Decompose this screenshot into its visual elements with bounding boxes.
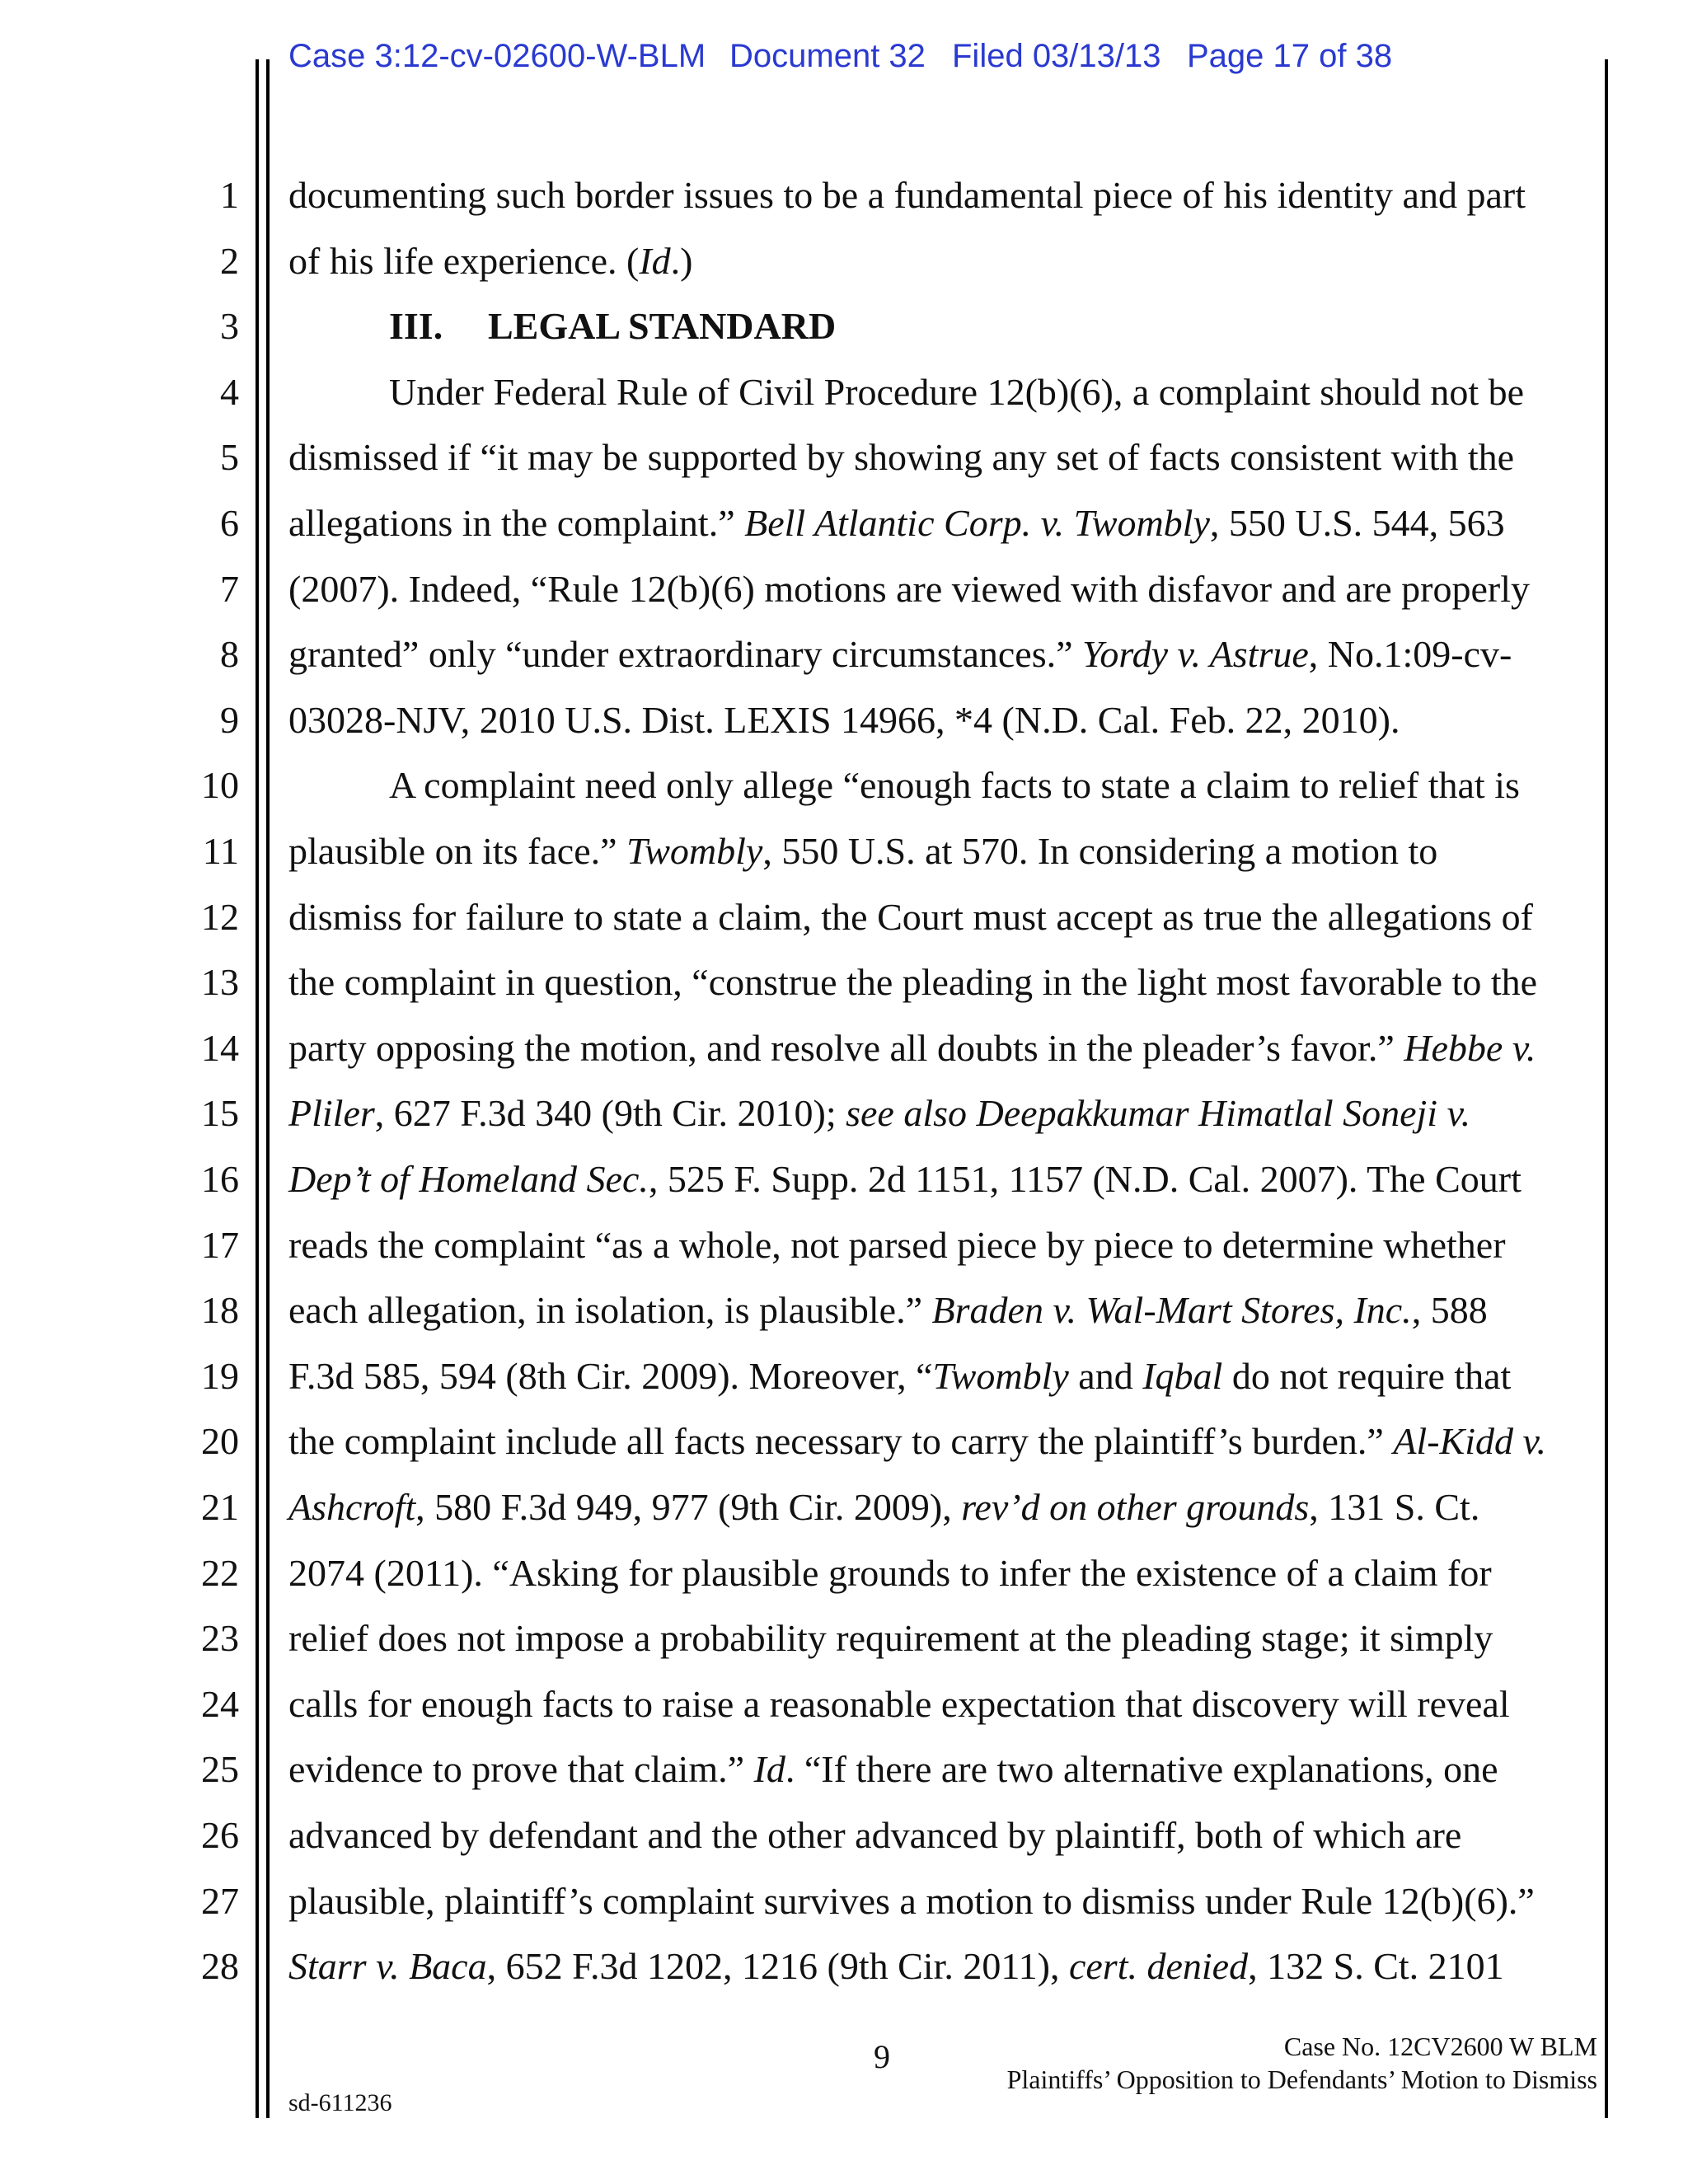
text-segment: party opposing the motion, and resolve all doubts in the pleader’s favor.” (288, 1026, 1404, 1069)
left-margin-rule-inner (266, 59, 270, 2118)
line-number: 9 (220, 698, 239, 741)
page-number: 9 (874, 2038, 890, 2075)
citation-text: Pliler (288, 1092, 375, 1135)
text-line (288, 1618, 1493, 1659)
line-number: 14 (201, 1026, 239, 1069)
text-line (288, 1356, 1511, 1397)
text-segment: dismissed if “it may be supported by showing any set of facts consistent with the (288, 436, 1515, 479)
header-page-count: Page 17 of 38 (1187, 38, 1393, 74)
line-number: 28 (201, 1945, 239, 1988)
text-line (288, 1946, 1504, 1987)
text-line (288, 1749, 1498, 1790)
text-line (288, 569, 1530, 610)
citation-text: Iqbal (1142, 1354, 1223, 1397)
line-number: 19 (201, 1354, 239, 1397)
text-segment: 2074 (2011). “Asking for plausible grounds to infer the existence of a claim for (288, 1551, 1492, 1594)
line-number: 20 (201, 1420, 239, 1463)
citation-text: see also Deepakkumar Himatlal Soneji v. (846, 1092, 1471, 1135)
text-line (288, 1553, 1492, 1594)
line-number: 24 (201, 1682, 239, 1725)
text-segment: LEGAL STANDARD (488, 305, 837, 348)
line-number: 12 (201, 895, 239, 938)
text-segment: evidence to prove that claim.” (288, 1748, 754, 1791)
text-segment: .) (670, 239, 693, 282)
text-line (288, 1684, 1510, 1725)
footer-document-title: Plaintiffs’ Opposition to Defendants’ Motion to Dismiss (1006, 2064, 1597, 2094)
line-number: 2 (220, 239, 239, 282)
line-number: 10 (201, 764, 239, 807)
text-segment: relief does not impose a probability requirement at the pleading stage; it simply (288, 1617, 1493, 1660)
text-segment: the complaint in question, “construe the pleading in the light most favorable to the (288, 961, 1538, 1004)
footer-case-number: Case No. 12CV2600 W BLM (1283, 2032, 1597, 2061)
text-line (389, 765, 1520, 806)
line-number: 15 (201, 1092, 239, 1135)
line-number: 6 (220, 502, 239, 544)
text-line (288, 1290, 1488, 1331)
text-line (288, 1815, 1461, 1856)
right-margin-rule (1605, 59, 1608, 2118)
text-segment: reads the complaint “as a whole, not parsed piece by piece to determine whether (288, 1223, 1506, 1266)
line-number: 8 (220, 633, 239, 676)
citation-text: rev’d on other grounds (961, 1486, 1310, 1528)
citation-text: cert. denied (1068, 1945, 1249, 1988)
text-segment: , 588 (1411, 1289, 1488, 1332)
footer-case-block (1007, 2030, 1597, 2096)
text-segment: Under Federal Rule of Civil Procedure 12(b)(6), a complaint should not be (389, 370, 1525, 413)
citation-text: Al-Kidd v. (1393, 1420, 1546, 1463)
text-segment: granted” only “under extraordinary circumstances.” (288, 633, 1083, 676)
citation-text: Twombly (932, 1354, 1069, 1397)
citation-text: Twombly (626, 830, 763, 872)
text-line (288, 437, 1514, 478)
line-number: 16 (201, 1158, 239, 1200)
text-segment: each allegation, in isolation, is plausible.” (288, 1289, 932, 1332)
citation-text: Dep’t of Homeland Sec. (288, 1158, 649, 1200)
line-number: 5 (220, 436, 239, 479)
text-segment: calls for enough facts to raise a reasonable expectation that discovery will reveal (288, 1682, 1510, 1725)
line-number: 18 (201, 1289, 239, 1332)
line-number: 3 (220, 305, 239, 348)
citation-text: Hebbe v. (1404, 1026, 1536, 1069)
section-number: III. (389, 305, 443, 348)
citation-text: Id (639, 239, 671, 282)
text-segment: , 525 F. Supp. 2d 1151, 1157 (N.D. Cal. 2007). The Court (648, 1158, 1522, 1200)
header-case-number: Case 3:12-cv-02600-W-BLM (288, 38, 706, 74)
citation-text: Braden v. Wal-Mart Stores, Inc. (931, 1289, 1412, 1332)
text-line (288, 1093, 1470, 1134)
line-number: 22 (201, 1551, 239, 1594)
text-segment: , 131 S. Ct. (1309, 1486, 1480, 1528)
text-segment: allegations in the complaint.” (288, 502, 745, 544)
text-line (288, 962, 1537, 1003)
text-segment: , 627 F.3d 340 (9th Cir. 2010); (374, 1092, 846, 1135)
text-line (288, 634, 1512, 675)
text-segment: , 580 F.3d 949, 977 (9th Cir. 2009), (415, 1486, 962, 1528)
text-line (389, 372, 1524, 413)
text-segment: (2007). Indeed, “Rule 12(b)(6) motions are viewed with disfavor and are properly (288, 567, 1531, 610)
citation-text: Ashcroft (288, 1486, 416, 1528)
citation-text: Yordy v. Astrue (1082, 633, 1309, 676)
section-heading (389, 306, 836, 347)
text-segment: 03028-NJV, 2010 U.S. Dist. LEXIS 14966, *4 (N.D. Cal. Feb. 22, 2010). (288, 698, 1400, 741)
header-document-number: Document 32 (729, 38, 926, 74)
footer-document-id: sd-611236 (288, 2089, 392, 2116)
line-number: 11 (202, 830, 239, 872)
text-line (288, 1421, 1546, 1462)
line-number: 26 (201, 1814, 239, 1856)
text-segment: A complaint need only allege “enough facts to state a claim to relief that is (389, 764, 1520, 807)
text-segment: documenting such border issues to be a fundamental piece of his identity and part (288, 174, 1526, 216)
text-segment: plausible, plaintiff’s complaint survives a motion to dismiss under Rule 12(b)(6).” (288, 1879, 1535, 1922)
text-line (288, 1159, 1522, 1200)
text-line (288, 1225, 1506, 1266)
text-line (288, 831, 1437, 872)
text-segment: . “If there are two alternative explanations, one (785, 1748, 1498, 1791)
text-segment: plausible on its face.” (288, 830, 627, 872)
line-number: 17 (201, 1223, 239, 1266)
text-segment: dismiss for failure to state a claim, the Court must accept as true the allegations of (288, 895, 1533, 938)
citation-text: Starr v. Baca (288, 1945, 487, 1988)
text-line (288, 503, 1505, 544)
line-number: 7 (220, 567, 239, 610)
text-segment: do not require that (1222, 1354, 1512, 1397)
text-line (288, 897, 1533, 938)
ecf-header (288, 38, 1442, 81)
text-segment: and (1068, 1354, 1143, 1397)
line-number: 25 (201, 1748, 239, 1791)
text-line (288, 700, 1400, 741)
line-number: 21 (201, 1486, 239, 1528)
text-line (288, 241, 692, 282)
text-segment: of his life experience. ( (288, 239, 640, 282)
text-line (288, 1028, 1536, 1069)
text-segment: , 550 U.S. 544, 563 (1209, 502, 1505, 544)
text-segment: the complaint include all facts necessary to carry the plaintiff’s burden.” (288, 1420, 1394, 1463)
text-segment: , 132 S. Ct. 2101 (1248, 1945, 1504, 1988)
text-line (288, 1881, 1535, 1922)
text-segment: advanced by defendant and the other advanced by plaintiff, both of which are (288, 1814, 1462, 1856)
line-number: 1 (220, 174, 239, 216)
line-number: 27 (201, 1879, 239, 1922)
text-segment: F.3d 585, 594 (8th Cir. 2009). Moreover, “ (288, 1354, 933, 1397)
line-number: 4 (220, 370, 239, 413)
text-segment: , 652 F.3d 1202, 1216 (9th Cir. 2011), (486, 1945, 1069, 1988)
text-segment: , 550 U.S. at 570. In considering a motion to (762, 830, 1438, 872)
left-margin-rule (256, 59, 259, 2118)
header-filed-date: Filed 03/13/13 (952, 38, 1161, 74)
line-number: 13 (201, 961, 239, 1004)
citation-text: Id (753, 1748, 785, 1791)
text-line (288, 175, 1526, 216)
text-line (288, 1487, 1479, 1528)
text-segment: , No.1:09-cv- (1308, 633, 1512, 676)
line-number: 23 (201, 1617, 239, 1660)
citation-text: Bell Atlantic Corp. v. Twombly (744, 502, 1210, 544)
